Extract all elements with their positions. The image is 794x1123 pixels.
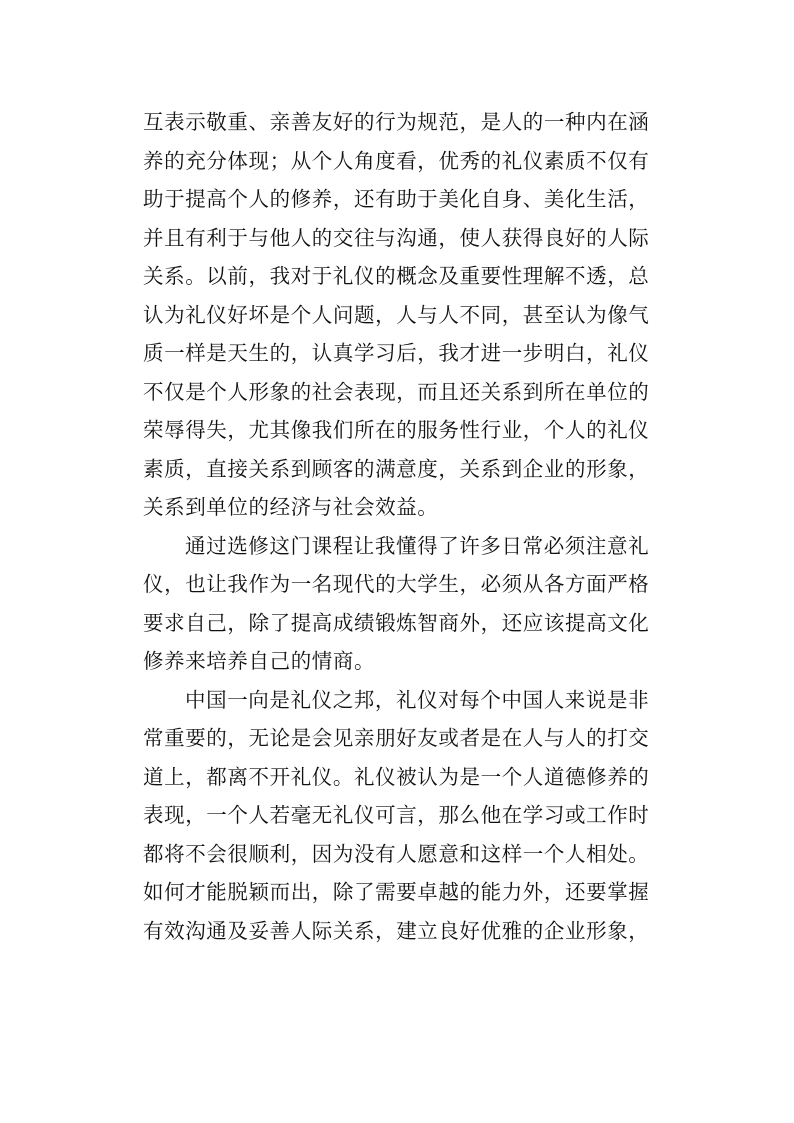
text-line: 养的充分体现；从个人角度看，优秀的礼仪素质不仅有 [143, 148, 650, 173]
text-line: 都将不会很顺利，因为没有人愿意和这样一个人相处。 [143, 841, 650, 866]
text-line: 关系。以前，我对于礼仪的概念及重要性理解不透，总 [143, 264, 650, 288]
text-line: 常重要的，无论是会见亲朋好友或者是在人与人的打交 [143, 726, 650, 750]
text-line: 荣辱得失，尤其像我们所在的服务性行业，个人的礼仪 [143, 418, 650, 442]
paragraph-3 [143, 681, 663, 951]
text-line-indented: 中国一向是礼仪之邦，礼仪对每个中国人来说是非 [185, 687, 650, 712]
text-line: 互表示敬重、亲善友好的行为规范，是人的一种内在涵 [143, 110, 650, 134]
document-body [143, 103, 663, 950]
text-line: 素质，直接关系到顾客的满意度，关系到企业的形象， [143, 456, 650, 481]
text-line: 不仅是个人形象的社会表现，而且还关系到所在单位的 [143, 379, 650, 404]
text-line: 并且有利于与他人的交往与沟通，使人获得良好的人际 [143, 225, 650, 250]
text-line: 关系到单位的经济与社会效益。 [143, 495, 439, 519]
text-line-indented: 通过选修这门课程让我懂得了许多日常必须注意礼 [185, 533, 650, 558]
text-line: 质一样是天生的，认真学习后，我才进一步明白，礼仪 [143, 341, 650, 365]
text-line: 修养来培养自己的情商。 [143, 649, 376, 673]
text-line: 仪，也让我作为一名现代的大学生，必须从各方面严格 [143, 572, 650, 596]
text-line: 有效沟通及妥善人际关系，建立良好优雅的企业形象， [143, 918, 650, 943]
text-line: 要求自己，除了提高成绩锻炼智商外，还应该提高文化 [143, 610, 650, 635]
paragraph-1 [143, 103, 663, 527]
text-line: 认为礼仪好坏是个人问题，人与人不同，甚至认为像气 [143, 302, 650, 327]
paragraph-2 [143, 527, 663, 681]
text-line: 道上，都离不开礼仪。礼仪被认为是一个人道德修养的 [143, 764, 650, 789]
text-line: 助于提高个人的修养，还有助于美化自身、美化生活， [143, 187, 650, 211]
text-line: 如何才能脱颖而出，除了需要卓越的能力外，还要掌握 [143, 880, 650, 904]
text-line: 表现，一个人若毫无礼仪可言，那么他在学习或工作时 [143, 803, 650, 827]
